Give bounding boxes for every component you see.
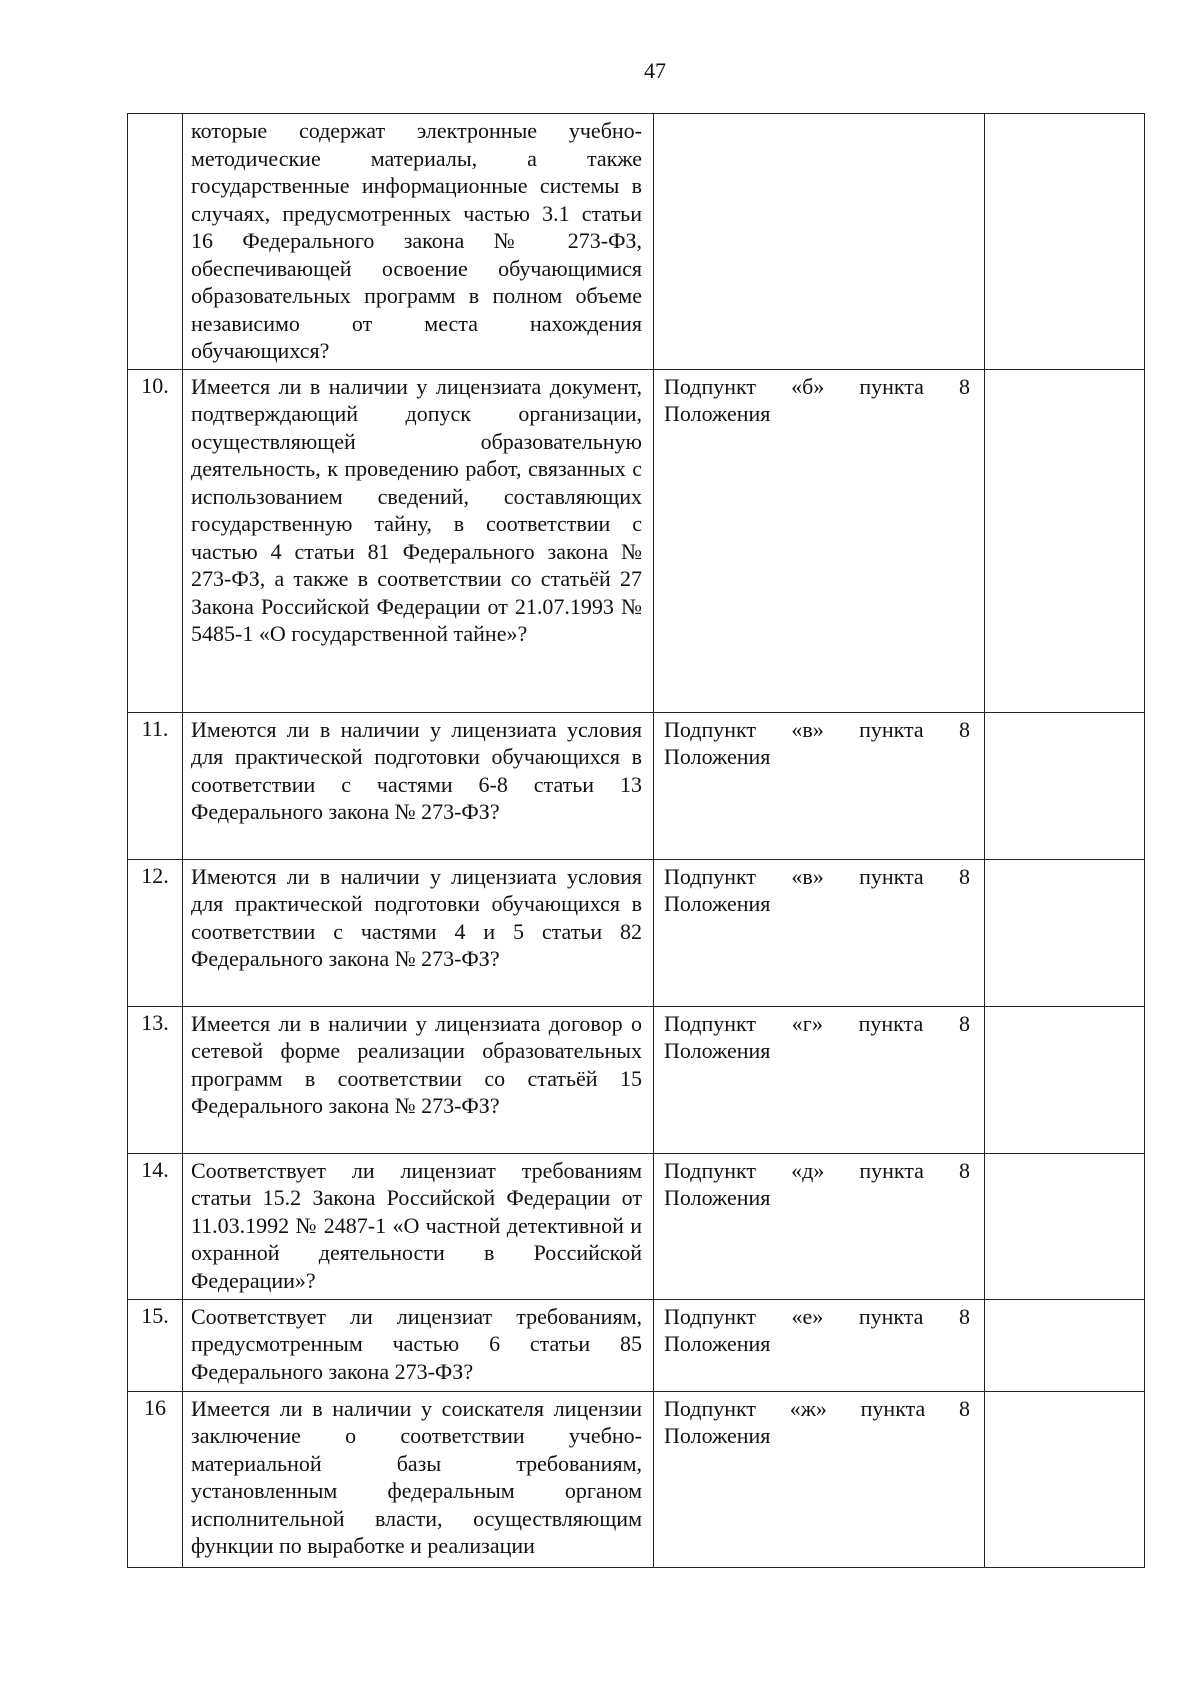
table-row: [128, 1299, 1145, 1391]
ref-word: Подпункт: [664, 373, 757, 399]
ref-word: 8: [958, 1395, 970, 1421]
question-text: Имеются ли в наличии у лицензиата условия для практической подготовки обучающихся в соответствии с частями 6-8 статьи 13 Федерального закона № 273-ФЗ?: [183, 712, 654, 859]
legal-reference: [654, 859, 985, 1006]
ref-word: пункта: [859, 863, 924, 889]
ref-word: «ж»: [789, 1395, 827, 1421]
ref-line2: Положения: [664, 1331, 771, 1356]
ref-word: «в»: [791, 716, 824, 742]
ref-word: 8: [958, 863, 970, 889]
ref-word: Подпункт: [664, 1010, 757, 1036]
question-text: Соответствует ли лицензиат требованиям статьи 15.2 Закона Российской Федерации от 11.03.1992 № 2487-1 «О частной детективной и охранной деятельности в Российской Федерации»?: [183, 1153, 654, 1299]
note-cell: [985, 859, 1145, 1006]
ref-word: «г»: [791, 1010, 823, 1036]
ref-line2: Положения: [664, 1423, 771, 1448]
ref-word: «б»: [791, 373, 825, 399]
checklist-table: [127, 113, 1145, 1568]
ref-word: пункта: [859, 1157, 924, 1183]
legal-reference: [654, 369, 985, 712]
ref-line2: Положения: [664, 401, 771, 426]
row-number: 10.: [128, 369, 183, 712]
ref-word: «е»: [791, 1303, 824, 1329]
ref-word: «д»: [791, 1157, 825, 1183]
legal-reference: [654, 114, 985, 370]
note-cell: [985, 1299, 1145, 1391]
table-row: [128, 114, 1145, 370]
ref-word: пункта: [858, 1303, 924, 1329]
note-cell: [985, 712, 1145, 859]
question-text: Имеется ли в наличии у соискателя лицензии заключение о соответствии учебно-материальной базы требованиям, установленным федеральным органом исполнительной власти, осуществляющим функции по выработке и реализации: [183, 1391, 654, 1567]
row-number: 15.: [128, 1299, 183, 1391]
ref-word: Подпункт: [664, 1395, 757, 1421]
legal-reference: [654, 1006, 985, 1153]
table-row: [128, 1153, 1145, 1299]
question-text: Имеется ли в наличии у лицензиата договор о сетевой форме реализации образовательных программ в соответствии со статьёй 15 Федерального закона № 273-ФЗ?: [183, 1006, 654, 1153]
row-number: 13.: [128, 1006, 183, 1153]
ref-word: Подпункт: [664, 863, 757, 889]
ref-word: 8: [959, 1157, 970, 1183]
ref-word: Подпункт: [664, 716, 757, 742]
question-text: Имеется ли в наличии у лицензиата документ, подтверждающий допуск организации, осуществляющей образовательную деятельность, к проведению работ, связанных с использованием сведений, составляющих государственную тайну, в соответствии с частью 4 статьи 81 Федерального закона № 273-ФЗ, а также в соответствии со статьёй 27 Закона Российской Федерации от 21.07.1993 № 5485-1 «О государственной тайне»?: [183, 369, 654, 712]
row-number: 14.: [128, 1153, 183, 1299]
ref-word: 8: [958, 716, 970, 742]
page-number: 47: [644, 58, 666, 83]
legal-reference: [654, 1299, 985, 1391]
ref-word: 8: [958, 1303, 970, 1329]
question-text: Соответствует ли лицензиат требованиям, предусмотренным частью 6 статьи 85 Федерального закона 273-ФЗ?: [183, 1299, 654, 1391]
table-row: [128, 859, 1145, 1006]
ref-word: Подпункт: [664, 1303, 757, 1329]
note-cell: [985, 1153, 1145, 1299]
ref-word: пункта: [859, 716, 924, 742]
table-row: [128, 1391, 1145, 1567]
ref-line2: Положения: [664, 891, 771, 916]
ref-word: 8: [959, 373, 970, 399]
legal-reference: [654, 1153, 985, 1299]
legal-reference: [654, 712, 985, 859]
legal-reference: [654, 1391, 985, 1567]
table-row: [128, 712, 1145, 859]
row-number: 11.: [128, 712, 183, 859]
ref-word: пункта: [859, 373, 924, 399]
ref-line2: Положения: [664, 1038, 771, 1063]
note-cell: [985, 1006, 1145, 1153]
question-text: Имеются ли в наличии у лицензиата условия для практической подготовки обучающихся в соответствии с частями 4 и 5 статьи 82 Федерального закона № 273-ФЗ?: [183, 859, 654, 1006]
ref-word: 8: [958, 1010, 970, 1036]
row-number: 16: [128, 1391, 183, 1567]
row-number: [128, 114, 183, 370]
row-number: 12.: [128, 859, 183, 1006]
ref-word: пункта: [858, 1010, 924, 1036]
ref-word: «в»: [791, 863, 824, 889]
ref-line2: Положения: [664, 744, 771, 769]
ref-word: пункта: [860, 1395, 926, 1421]
ref-line2: Положения: [664, 1185, 771, 1210]
table-row: [128, 369, 1145, 712]
note-cell: [985, 369, 1145, 712]
note-cell: [985, 114, 1145, 370]
table-row: [128, 1006, 1145, 1153]
question-text: которые содержат электронные учебно-методические материалы, а также государственные информационные системы в случаях, предусмотренных частью 3.1 статьи 16 Федерального закона № 273-ФЗ, обеспечивающей освоение обучающимися образовательных программ в полном объеме независимо от места нахождения обучающихся?: [183, 114, 654, 370]
note-cell: [985, 1391, 1145, 1567]
ref-word: Подпункт: [664, 1157, 757, 1183]
